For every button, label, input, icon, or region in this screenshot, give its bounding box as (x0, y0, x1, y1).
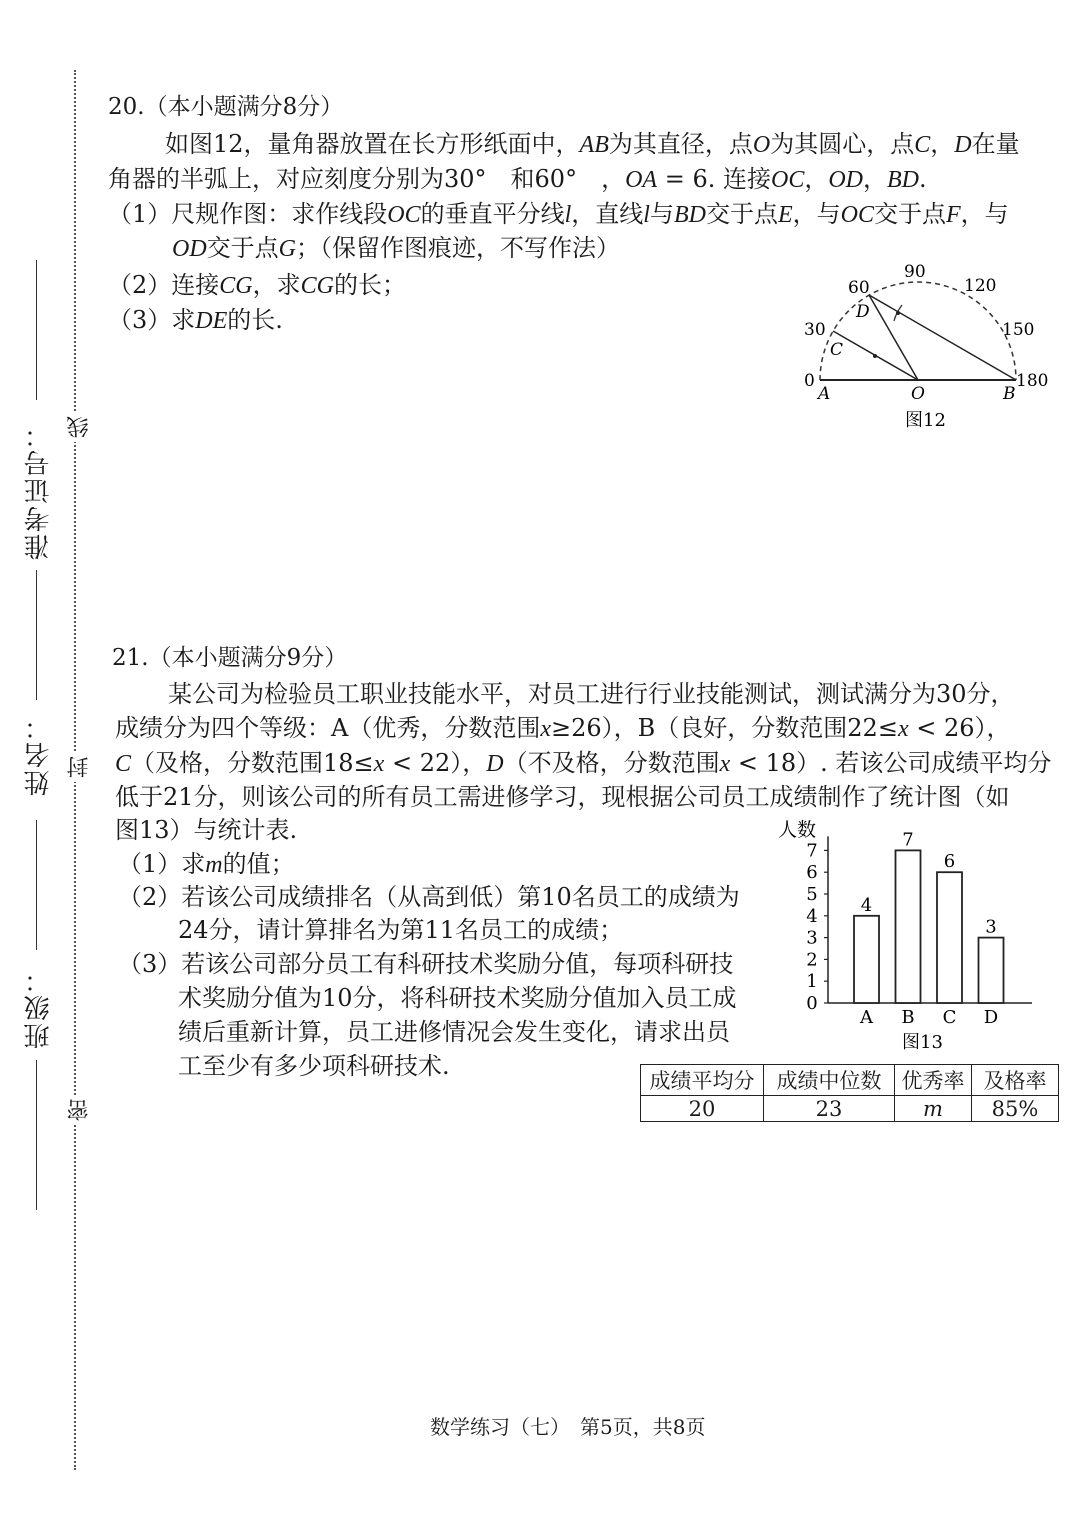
q21-part2-line2: 24分，请计算排名为第11名员工的成绩； (178, 916, 624, 944)
q20-part2: （2）连接CG，求CG的长； (108, 271, 406, 299)
y-tick-label: 2 (806, 949, 818, 971)
bar-c (937, 872, 962, 1003)
scale-90: 90 (904, 262, 926, 282)
chart-y-ticks (806, 840, 828, 1014)
y-tick-label: 5 (806, 884, 818, 905)
bar-value-label-b: 7 (902, 829, 914, 851)
bar-value-label-c: 6 (943, 851, 956, 873)
y-tick-label: 7 (806, 840, 818, 862)
scale-30: 30 (804, 320, 826, 340)
q21-part3-line1: （3）若该公司部分员工有科研技术奖励分值，每项科研技 (118, 950, 734, 978)
point-d-label: D (856, 302, 870, 322)
bar-d (979, 938, 1004, 1003)
q21-line2: 成绩分为四个等级：A（优秀，分数范围x≥26），B（良好，分数范围22≤x < 26）， (115, 714, 1011, 742)
exam-id-underline (36, 260, 37, 400)
y-tick-label: 3 (806, 927, 818, 949)
point-a-label: A (818, 384, 831, 404)
name-underline (36, 570, 37, 700)
point-c-label: C (830, 340, 844, 360)
bar-a (854, 916, 879, 1003)
q20-part1-line2: OD交于点G；（保留作图痕迹，不写作法） (172, 234, 621, 262)
category-label-a: A (860, 1007, 873, 1028)
bar-value-label-a: 4 (860, 894, 873, 916)
value-median: 23 (764, 1096, 895, 1122)
q20-intro-line1: 如图12，量角器放置在长方形纸面中，AB为其直径，点O为其圆心，点C，D在量 (165, 130, 1020, 158)
stats-value-row (641, 1096, 1059, 1122)
segment-bd (869, 295, 1016, 380)
q21-line1: 某公司为检验员工职业技能水平，对员工进行行业技能测试，测试满分为30分， (168, 680, 1015, 708)
q21-line4: 低于21分，则该公司的所有员工需进修学习，现根据公司员工成绩制作了统计图（如 (115, 783, 1010, 811)
chart-title: 图13 (902, 1032, 943, 1053)
header-pass-rate: 及格率 (972, 1065, 1059, 1096)
figure-12-protractor (790, 255, 1060, 440)
q20-part3: （3）求DE的长. (108, 306, 283, 334)
construction-mark-2 (873, 354, 877, 358)
y-tick-label: 1 (806, 971, 818, 993)
scale-60: 60 (848, 278, 870, 298)
class-label: 班级： (24, 965, 54, 1049)
q21-part3-line3: 绩后重新计算，员工进修情况会发生变化，请求出员 (178, 1018, 730, 1046)
seal-line-char: 线 (64, 412, 95, 442)
value-pass-rate: 85% (972, 1096, 1059, 1122)
header-mean: 成绩平均分 (641, 1065, 764, 1096)
value-excellent-rate: m (895, 1096, 972, 1122)
category-label-d: D (983, 1007, 999, 1028)
scale-0: 0 (804, 371, 815, 391)
seal-feng-char: 封 (64, 752, 95, 782)
q21-part3-line4: 工至少有多少项科研技术. (178, 1052, 450, 1080)
header-excellent-rate: 优秀率 (895, 1065, 972, 1096)
q21-line3: C（及格，分数范围18≤x < 22），D（不及格，分数范围x < 18）. 若该公司成绩平均分 (115, 749, 1052, 777)
q21-part3-line2: 术奖励分值为10分，将科研技术奖励分值加入员工成 (178, 984, 737, 1012)
extra-underline (36, 1060, 37, 1210)
stats-table (640, 1064, 1059, 1122)
scale-150: 150 (1002, 320, 1035, 340)
y-tick-label: 6 (806, 862, 818, 884)
q21-part2-line1: （2）若该公司成绩排名（从高到低）第10名员工的成绩为 (118, 883, 740, 911)
point-b-label: B (1003, 384, 1016, 404)
header-median: 成绩中位数 (764, 1065, 895, 1096)
q21-line5: 图13）与统计表. (115, 816, 298, 844)
value-mean: 20 (641, 1096, 764, 1122)
bar-value-label-d: 3 (985, 916, 997, 938)
q20-part1-line1: （1）尺规作图：求作线段OC的垂直平分线l，直线l与BD交于点E，与OC交于点F，与 (108, 200, 1009, 228)
q20-intro-line2: 角器的半弧上，对应刻度分别为30° 和60° ，OA = 6. 连接OC，OD，BD. (108, 165, 927, 193)
point-o-label: O (911, 384, 925, 404)
construction-mark-1 (896, 311, 900, 315)
q20-title: 20.（本小题满分8分） (108, 94, 344, 120)
q21-title: 21.（本小题满分9分） (112, 645, 348, 671)
q21-part1: （1）求m的值； (118, 850, 295, 878)
scale-120: 120 (964, 276, 997, 296)
name-label: 姓名： (24, 712, 54, 796)
y-tick-label: 0 (806, 993, 818, 1014)
figure-13-bar-chart (770, 810, 1040, 1060)
category-label-b: B (901, 1007, 915, 1028)
exam-id-label: 准考证号： (24, 420, 54, 560)
y-tick-label: 4 (806, 905, 818, 927)
class-underline (36, 820, 37, 950)
category-label-c: C (942, 1007, 957, 1028)
segment-od (869, 295, 918, 380)
seal-mi-char: 密 (64, 1095, 95, 1125)
bar-b (896, 850, 921, 1003)
scale-180: 180 (1016, 371, 1049, 391)
chart-bars (854, 829, 1004, 1028)
page-footer: 数学练习（七） 第5页，共8页 (430, 1415, 706, 1439)
chart-ylabel: 人数 (778, 819, 817, 841)
figure-12-caption: 图12 (905, 410, 946, 431)
stats-header-row (641, 1065, 1059, 1096)
